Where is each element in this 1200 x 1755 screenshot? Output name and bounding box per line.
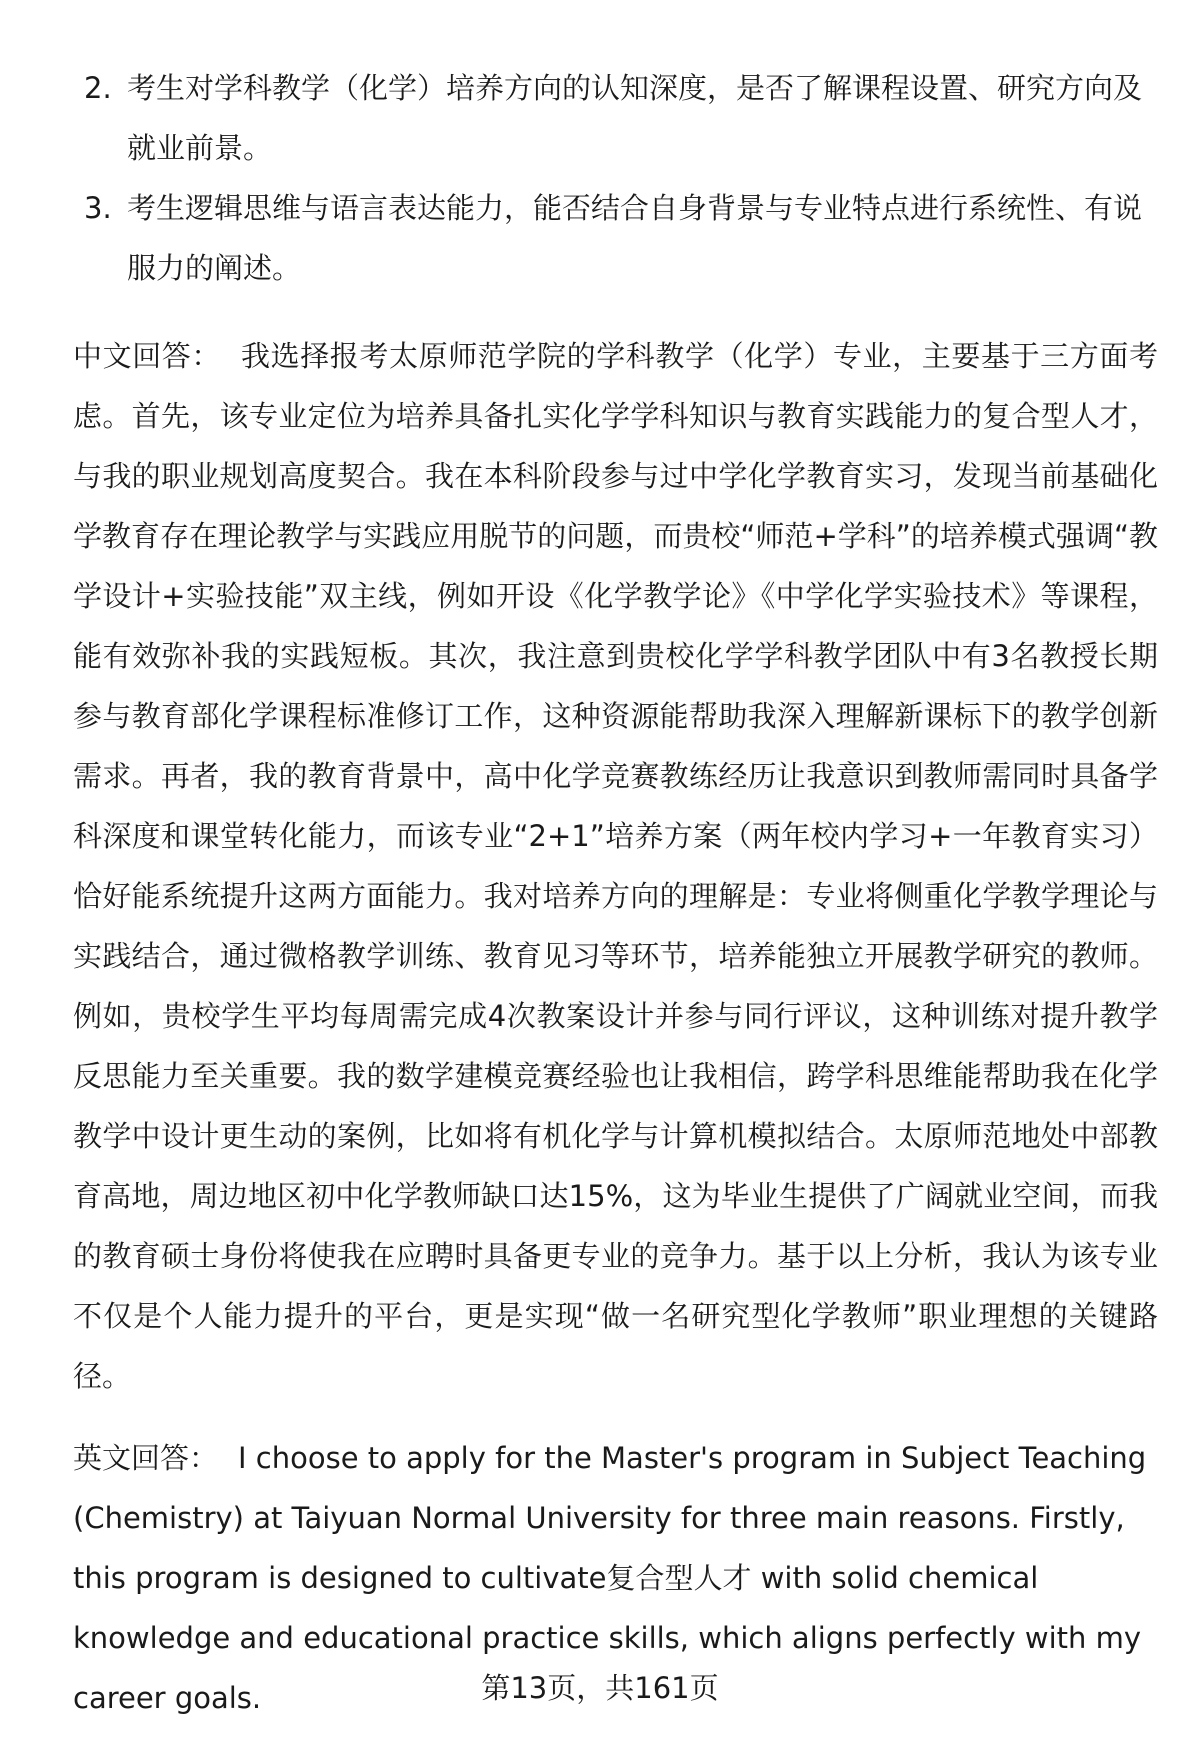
chinese-answer-label: 中文回答： [73, 339, 221, 373]
criteria-list [0, 58, 1200, 298]
list-text: 考生对学科教学（化学）培养方向的认知深度，是否了解课程设置、研究方向及就业前景。 [127, 71, 1143, 165]
list-text: 考生逻辑思维与语言表达能力，能否结合自身背景与专业特点进行系统性、有说服力的阐述。 [127, 191, 1143, 285]
chinese-answer-paragraph [73, 326, 1158, 1406]
list-number: 3. [84, 191, 112, 225]
chinese-answer-text: 我选择报考太原师范学院的学科教学（化学）专业，主要基于三方面考虑。首先，该专业定位为培养具备扎实化学学科知识与教育实践能力的复合型人才，与我的职业规划高度契合。我在本科阶段参与过中学化学教育实习，发现当前基础化学教育存在理论教学与实践应用脱节的问题，而贵校“师范+学科”的培养模式强调“教学设计+实验技能”双主线，例如开设《化学教学论》《中学化学实验技术》等课程，能有效弥补我的实践短板。其次，我注意到贵校化学学科教学团队中有3名教授长期参与教育部化学课程标准修订工作，这种资源能帮助我深入理解新课标下的教学创新需求。再者，我的教育背景中，高中化学竞赛教练经历让我意识到教师需同时具备学科深度和课堂转化能力，而该专业“2+1”培养方案（两年校内学习+一年教育实习）恰好能系统提升这两方面能力。我对培养方向的理解是：专业将侧重化学教学理论与实践结合，通过微格教学训练、教育见习等环节，培养能独立开展教学研究的教师。例如，贵校学生平均每周需完成4次教案设计并参与同行评议，这种训练对提升教学反思能力至关重要。我的数学建模竞赛经验也让我相信，跨学科思维能帮助我在化学教学中设计更生动的案例，比如将有机化学与计算机模拟结合。太原师范地处中部教育高地，周边地区初中化学教师缺口达15%，这为毕业生提供了广阔就业空间，而我的教育硕士身份将使我在应聘时具备更专业的竞争力。基于以上分析，我认为该专业不仅是个人能力提升的平台，更是实现“做一名研究型化学教师”职业理想的关键路径。 [73, 339, 1158, 1393]
page-number: 第13页，共161页 [481, 1671, 719, 1705]
english-answer-text: I choose to apply for the Master's program in Subject Teaching (Chemistry) at Taiyuan Normal University for three main reasons. Firstly, this program is designed to cultivate复合型人才 with solid chemical knowledge and educational practice skills, which aligns perfectly with my career goals. [73, 1441, 1147, 1715]
list-item [0, 58, 1200, 178]
list-number: 2. [84, 71, 112, 105]
english-answer-label: 英文回答： [73, 1441, 219, 1475]
list-item [0, 178, 1200, 298]
